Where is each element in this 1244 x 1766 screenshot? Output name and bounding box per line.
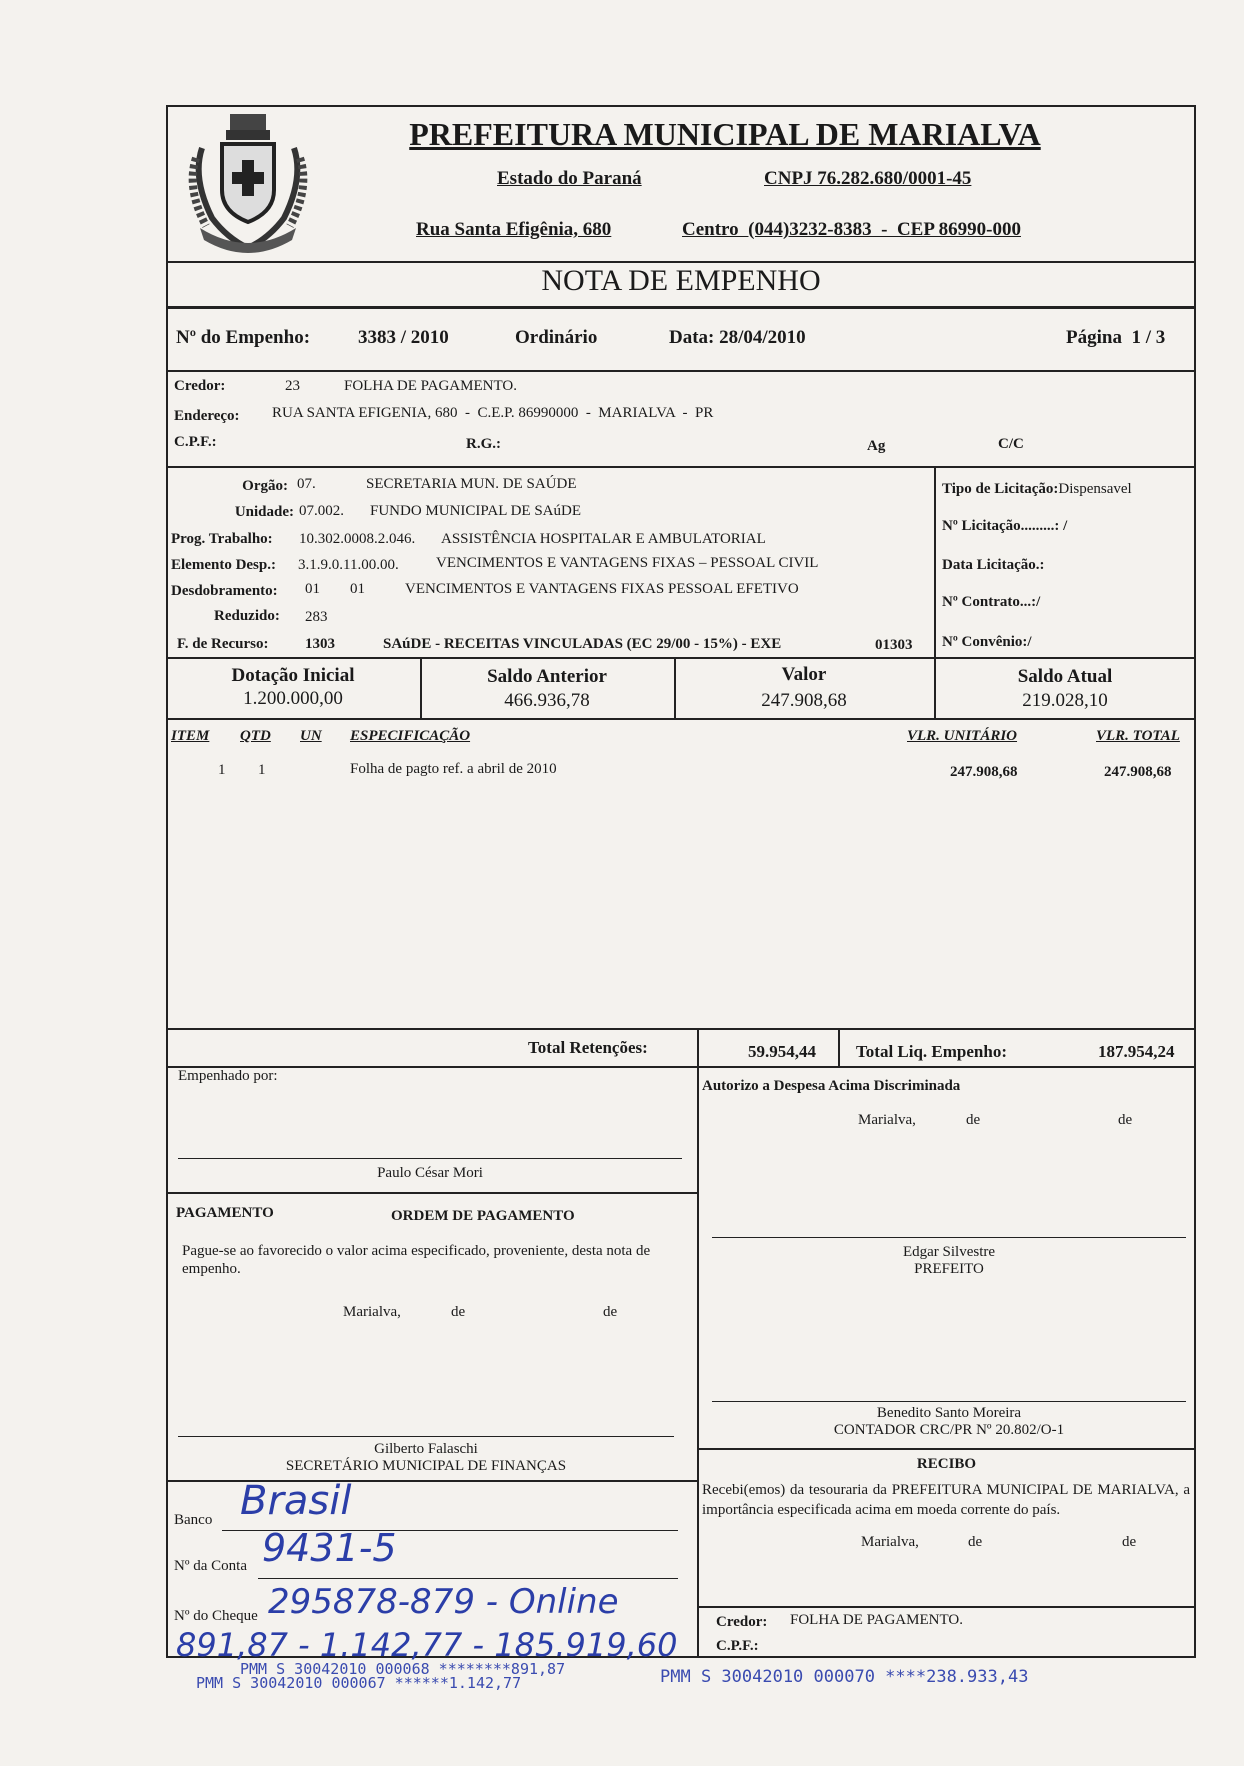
divider xyxy=(838,1028,840,1068)
ordem-pagamento-label: ORDEM DE PAGAMENTO xyxy=(391,1208,575,1224)
endereco-label: Endereço: xyxy=(174,408,240,424)
bank-stamp-2: PMM S 30042010 000067 ******1.142,77 xyxy=(196,1674,522,1692)
pagamento-de2: de xyxy=(603,1304,618,1320)
pagamento-city: Marialva, xyxy=(343,1304,401,1320)
state-label: Estado do Paraná xyxy=(497,168,642,189)
cpf-label: C.P.F.: xyxy=(174,434,217,450)
orgao-code: 07. xyxy=(297,476,316,492)
valor-value: 247.908,68 xyxy=(761,690,847,711)
divider xyxy=(166,370,1196,372)
document-title: NOTA DE EMPENHO xyxy=(541,264,821,297)
prefeito-signature: Edgar Silvestre PREFEITO xyxy=(902,1244,996,1277)
municipality-title: PREFEITURA MUNICIPAL DE MARIALVA xyxy=(409,116,1041,152)
signature-line xyxy=(712,1401,1186,1402)
liquido-label: Total Liq. Empenho: xyxy=(856,1042,1007,1061)
divider xyxy=(166,261,1196,263)
items-header-item: ITEM xyxy=(171,728,210,744)
liquido-value: 187.954,24 xyxy=(1098,1042,1175,1061)
reduzido-label: Reduzido: xyxy=(214,608,280,624)
pagamento-label: PAGAMENTO xyxy=(176,1205,274,1221)
items-header-total-value: VLR. TOTAL xyxy=(1096,728,1180,744)
dotacao-inicial-value: 1.200.000,00 xyxy=(243,688,343,709)
item-number: 1 xyxy=(218,762,226,778)
divider xyxy=(166,1192,697,1194)
recibo-credor-value: FOLHA DE PAGAMENTO. xyxy=(790,1612,963,1628)
contador-signature: Benedito Santo Moreira CONTADOR CRC/PR Nº 20.802/O-1 xyxy=(833,1405,1065,1438)
coat-of-arms-icon xyxy=(182,108,314,258)
cnpj-label: CNPJ 76.282.680/0001-45 xyxy=(764,168,972,189)
recurso-name: SAúDE - RECEITAS VINCULADAS (EC 29/00 - 15%) - EXE xyxy=(383,636,782,652)
autorizo-de1: de xyxy=(966,1112,981,1128)
secretario-signature: Gilberto Falaschi SECRETÁRIO MUNICIPAL DE FINANÇAS xyxy=(285,1441,567,1474)
recibo-de2: de xyxy=(1122,1534,1137,1550)
divider xyxy=(697,1028,699,1068)
elemento-name: VENCIMENTOS E VANTAGENS FIXAS – PESSOAL CIVIL xyxy=(436,555,819,571)
recurso-code2: 01303 xyxy=(875,637,913,653)
saldo-atual-value: 219.028,10 xyxy=(1022,690,1108,711)
recibo-label: RECIBO xyxy=(916,1456,977,1472)
divider xyxy=(697,1448,1196,1450)
licitacao-type: Tipo de Licitação:Dispensavel xyxy=(942,481,1132,497)
desdobramento-name: VENCIMENTOS E VANTAGENS FIXAS PESSOAL EFETIVO xyxy=(405,581,799,597)
recurso-label: F. de Recurso: xyxy=(177,636,269,652)
address-contact: Centro (044)3232-8383 - CEP 86990-000 xyxy=(682,219,1021,240)
signature-line xyxy=(178,1158,682,1159)
prog-name: ASSISTÊNCIA HOSPITALAR E AMBULATORIAL xyxy=(441,531,766,547)
conta-line xyxy=(258,1578,678,1579)
desdobramento-subcode: 01 xyxy=(350,581,365,597)
item-unit-value: 247.908,68 xyxy=(950,764,1018,780)
conta-label: Nº da Conta xyxy=(174,1558,247,1574)
recibo-city: Marialva, xyxy=(861,1534,919,1550)
convenio-number: Nº Convênio:/ xyxy=(942,634,1032,650)
licitacao-number: Nº Licitação.........: / xyxy=(942,518,1068,534)
empenhado-label: Empenhado por: xyxy=(178,1068,278,1084)
saldo-atual-label: Saldo Atual xyxy=(1017,666,1113,687)
address-street: Rua Santa Efigênia, 680 xyxy=(416,219,612,240)
banco-label: Banco xyxy=(174,1512,213,1528)
divider xyxy=(166,466,1196,468)
saldo-anterior-value: 466.936,78 xyxy=(504,690,590,711)
recibo-de1: de xyxy=(968,1534,983,1550)
dotacao-inicial-label: Dotação Inicial xyxy=(231,665,355,686)
items-header-qtd: QTD xyxy=(240,728,271,744)
bank-stamp-1: PMM S 30042010 000068 ********891,87 xyxy=(240,1660,566,1678)
divider xyxy=(934,466,936,657)
empenho-number: 3383 / 2010 xyxy=(358,327,449,348)
items-header-spec: ESPECIFICAÇÃO xyxy=(350,728,471,744)
signature-line xyxy=(178,1436,674,1437)
item-qtd: 1 xyxy=(258,762,266,778)
recurso-code: 1303 xyxy=(305,636,335,652)
pagamento-de1: de xyxy=(451,1304,466,1320)
account-label: C/C xyxy=(998,436,1024,452)
orgao-label: Orgão: xyxy=(242,478,288,494)
empenhado-name: Paulo César Mori xyxy=(377,1165,483,1181)
empenho-type: Ordinário xyxy=(515,327,598,348)
endereco-value: RUA SANTA EFIGENIA, 680 - C.E.P. 86990000 - MARIALVA - PR xyxy=(272,405,714,421)
items-header-unit-value: VLR. UNITÁRIO xyxy=(907,728,1018,744)
items-header-un: UN xyxy=(300,728,322,744)
values-handwriting: 891,87 - 1.142,77 - 185.919,60 xyxy=(176,1626,678,1664)
reduzido-value: 283 xyxy=(305,609,328,625)
divider xyxy=(697,1066,699,1658)
autorizo-de2: de xyxy=(1118,1112,1133,1128)
divider xyxy=(166,718,1196,720)
unidade-code: 07.002. xyxy=(299,503,344,519)
unidade-name: FUNDO MUNICIPAL DE SAúDE xyxy=(370,503,581,519)
elemento-code: 3.1.9.0.11.00.00. xyxy=(298,557,399,573)
valor-label: Valor xyxy=(781,664,827,685)
pague-se-text: Pague-se ao favorecido o valor acima especificado, proveniente, desta nota de empenho. xyxy=(182,1243,651,1277)
retencoes-value: 59.954,44 xyxy=(748,1042,816,1061)
signature-line xyxy=(712,1237,1186,1238)
divider xyxy=(166,657,1196,659)
credor-code: 23 xyxy=(285,378,300,394)
desdobramento-code: 01 xyxy=(305,581,320,597)
autorizo-city: Marialva, xyxy=(858,1112,916,1128)
agency-label: Ag xyxy=(867,438,886,454)
recibo-text: Recebi(emos) da tesouraria da PREFEITURA MUNICIPAL DE MARIALVA, a importância especificada acima em moeda corrente do país. xyxy=(702,1482,1190,1518)
cheque-label: Nº do Cheque xyxy=(174,1608,258,1624)
item-total-value: 247.908,68 xyxy=(1104,764,1172,780)
retencoes-label: Total Retenções: xyxy=(528,1038,648,1057)
orgao-name: SECRETARIA MUN. DE SAÚDE xyxy=(366,476,577,492)
divider xyxy=(697,1606,1196,1608)
divider xyxy=(166,306,1196,309)
rg-label: R.G.: xyxy=(466,436,501,452)
unidade-label: Unidade: xyxy=(234,504,294,520)
bank-stamp-3: PMM S 30042010 000070 ****238.933,43 xyxy=(660,1667,1029,1687)
empenho-date: Data: 28/04/2010 xyxy=(669,327,806,348)
credor-name: FOLHA DE PAGAMENTO. xyxy=(344,378,517,394)
banco-handwriting: Brasil xyxy=(240,1478,352,1524)
conta-handwriting: 9431-5 xyxy=(262,1526,397,1570)
prog-label: Prog. Trabalho: xyxy=(171,531,273,547)
empenho-number-label: Nº do Empenho: xyxy=(176,327,311,348)
recibo-cpf-label: C.P.F.: xyxy=(716,1638,759,1654)
cheque-handwriting: 295878-879 - Online xyxy=(268,1582,619,1622)
contract-number: Nº Contrato...:/ xyxy=(942,594,1041,610)
page-number: Página 1 / 3 xyxy=(1066,327,1166,348)
recibo-credor-label: Credor: xyxy=(716,1614,768,1630)
item-spec: Folha de pagto ref. a abril de 2010 xyxy=(350,761,557,777)
elemento-label: Elemento Desp.: xyxy=(171,557,276,573)
saldo-anterior-label: Saldo Anterior xyxy=(487,666,607,687)
desdobramento-label: Desdobramento: xyxy=(171,583,278,599)
autorizo-label: Autorizo a Despesa Acima Discriminada xyxy=(702,1078,961,1094)
credor-label: Credor: xyxy=(174,378,226,394)
divider xyxy=(166,1066,1196,1068)
prog-code: 10.302.0008.2.046. xyxy=(299,531,416,547)
divider xyxy=(166,1028,1196,1030)
licitacao-date: Data Licitação.: xyxy=(942,557,1045,573)
